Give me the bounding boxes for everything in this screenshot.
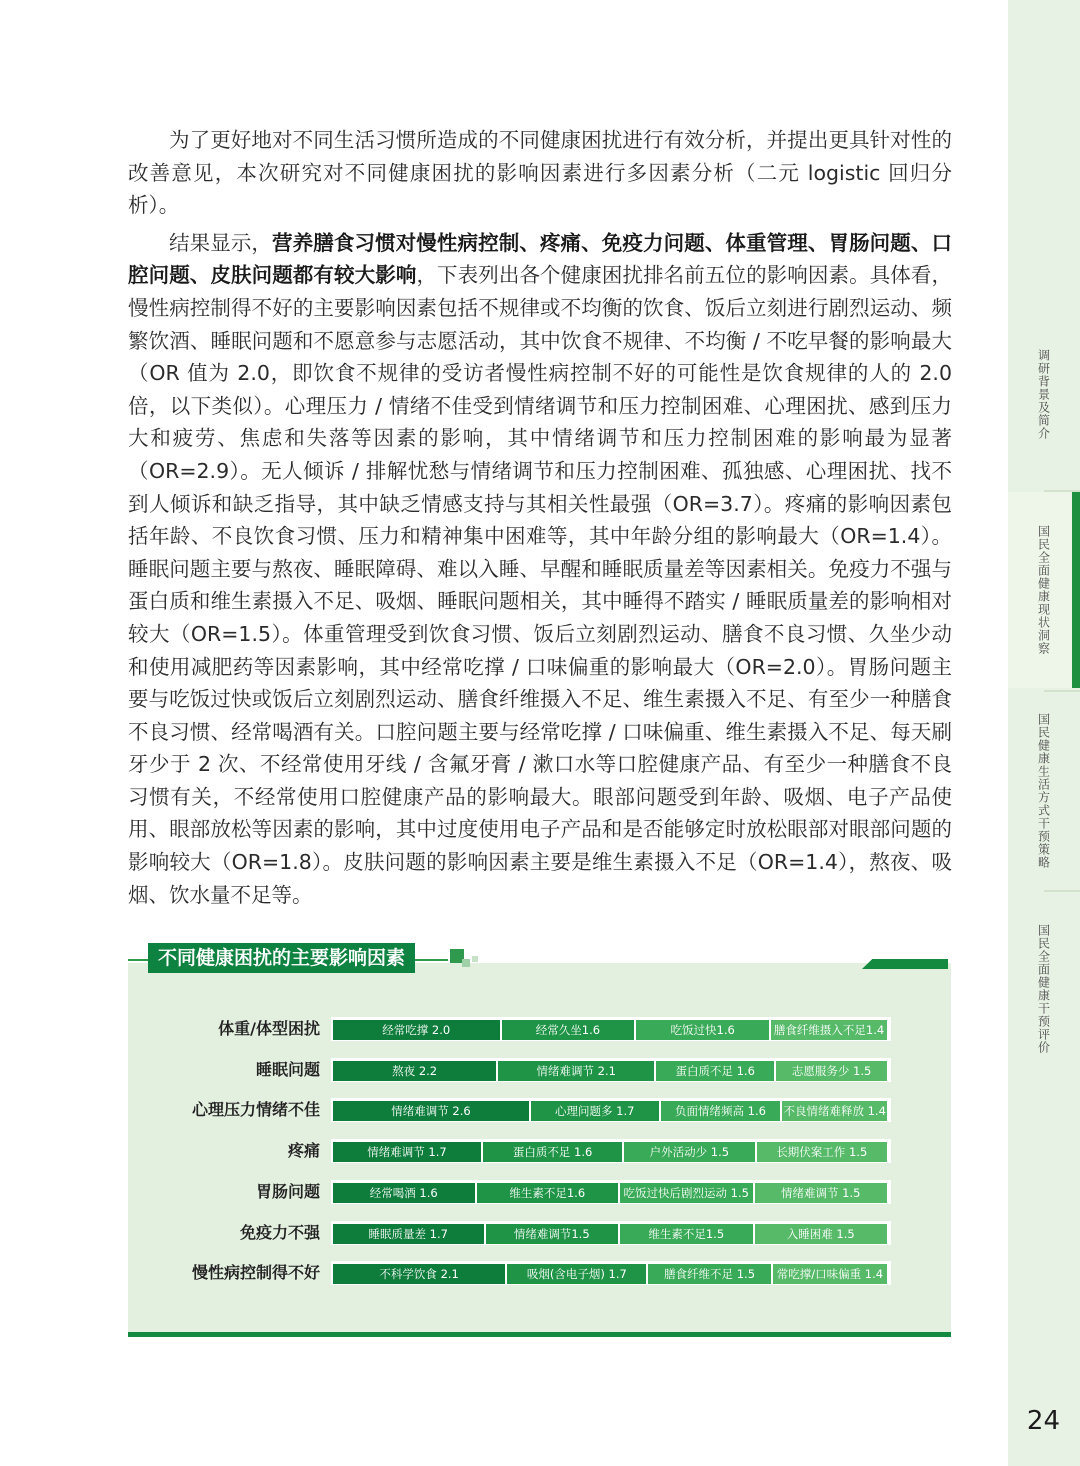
sidebar-tab-intervention-strategy[interactable] — [1008, 696, 1080, 886]
chart-bar-segment: 经常久坐1.6 — [502, 1020, 635, 1040]
chart-bar-segment: 睡眠质量差 1.7 — [333, 1224, 484, 1244]
chart-bar-segment: 情绪难调节 1.7 — [333, 1142, 481, 1162]
sidebar-tab-label: 国民全面健康现状洞察 — [1036, 525, 1051, 655]
results-detail: ，下表列出各个健康困扰排名前五位的影响因素。具体看，慢性病控制得不好的主要影响因素包括不规律或不均衡的饮食、饭后立刻进行剧烈运动、频繁饮酒、睡眠问题和不愿意参与志愿活动，其中饮食不规律、不均衡 / 不吃早餐的影响最大（OR 值为 2.0，即饮食不规律的受访者慢性病控制不好的可能性是饮食规律的人的 2.0 倍，以下类似）。心理压力 / 情绪不佳受到情绪调节和压力控制困难、心理困扰、感到压力大和疲劳、焦虑和失落等因素的影响，其中情绪调节和压力控制困难的影响最为显著（OR=2.9）。无人倾诉 / 排解忧愁与情绪调节和压力控制困难、孤独感、心理困扰、找不到人倾诉和缺乏指导，其中缺乏情感支持与其相关性最强（OR=3.7）。疼痛的影响因素包括年龄、不良饮食习惯、压力和精神集中困难等，其中年龄分组的影响最大（OR=1.4）。睡眠问题主要与熬夜、睡眠障碍、难以入睡、早醒和睡眠质量差等因素相关。免疫力不强与蛋白质和维生素摄入不足、吸烟、睡眠问题相关，其中睡得不踏实 / 睡眠质量差的影响相对较大（OR=1.5）。体重管理受到饮食习惯、饭后立刻剧烈运动、膳食不良习惯、久坐少动和使用减肥药等因素影响，其中经常吃撑 / 口味偏重的影响最大（OR=2.0）。胃肠问题主要与吃饭过快或饭后立刻剧烈运动、膳食纤维摄入不足、维生素摄入不足、有至少一种膳食不良习惯、经常喝酒有关。口腔问题主要与经常吃撑 / 口味偏重、维生素摄入不足、每天刷牙少于 2 次、不经常使用牙线 / 含氟牙膏 / 漱口水等口腔健康产品、有至少一种膳食不良习惯有关，不经常使用口腔健康产品的影响最大。眼部问题受到年龄、吸烟、电子产品使用、眼部放松等因素的影响，其中过度使用电子产品和是否能够定时放松眼部对眼部问题的影响较大（OR=1.8）。皮肤问题的影响因素主要是维生素摄入不足（OR=1.4），熬夜、吸烟、饮水量不足等。 — [128, 263, 953, 907]
chart-bar-segment: 蛋白质不足 1.6 — [656, 1061, 774, 1081]
chapter-sidebar — [1008, 0, 1080, 1466]
chart-bar-segment: 蛋白质不足 1.6 — [483, 1142, 622, 1162]
chart-bar-segment: 心理问题多 1.7 — [531, 1101, 659, 1121]
chart-bar-segment: 情绪难调节 2.6 — [333, 1101, 529, 1121]
decor-square — [462, 959, 470, 967]
chart-bar-segment: 吃饭过快后剧烈运动 1.5 — [620, 1183, 753, 1203]
chart-bar-segment: 吃饭过快1.6 — [636, 1020, 769, 1040]
chart-bar-segment: 志愿服务少 1.5 — [776, 1061, 887, 1081]
chart-bar-segment: 膳食纤维不足 1.5 — [648, 1264, 771, 1284]
sidebar-tab-evaluation[interactable] — [1008, 894, 1080, 1084]
chart-bar-segment: 经常喝酒 1.6 — [333, 1183, 475, 1203]
chart-row — [128, 1179, 951, 1205]
chart-row-label: 疼痛 — [287, 1141, 320, 1160]
chart-row-label: 免疫力不强 — [239, 1223, 320, 1242]
sidebar-divider — [1044, 690, 1080, 692]
chart-bar-segment: 负面情绪频高 1.6 — [661, 1101, 781, 1121]
chart-bar-segment: 熬夜 2.2 — [333, 1061, 496, 1081]
active-tab-indicator — [1072, 492, 1080, 688]
chart-bar-segment: 户外活动少 1.5 — [624, 1142, 754, 1162]
chart-bar-segment: 长期伏案工作 1.5 — [757, 1142, 887, 1162]
chart-row-label: 体重/体型困扰 — [218, 1019, 320, 1038]
results-lead: 结果显示， — [169, 230, 273, 255]
chart-row-label: 心理压力情绪不佳 — [191, 1100, 320, 1119]
chart-bar-segment: 吸烟(含电子烟) 1.7 — [507, 1264, 646, 1284]
chart-row — [128, 1138, 951, 1164]
sidebar-divider — [1044, 890, 1080, 892]
chart-bar-segment: 不良情绪难释放 1.4 — [782, 1101, 887, 1121]
chart-bar-segment: 膳食纤维摄入不足1.4 — [771, 1020, 887, 1040]
chart-bar-segment: 经常吃撑 2.0 — [333, 1020, 500, 1040]
paragraph-intro: 为了更好地对不同生活习惯所造成的不同健康困扰进行有效分析，并提出更具针对性的改善意见，本次研究对不同健康困扰的影响因素进行多因素分析（二元 logistic 回归分析）。 — [128, 128, 952, 218]
chart-title: 不同健康困扰的主要影响因素 — [148, 943, 415, 973]
sidebar-tab-label: 国民全面健康干预评价 — [1036, 924, 1051, 1054]
chart-row — [128, 1057, 951, 1083]
chart-bar-segment: 情绪难调节 2.1 — [498, 1061, 654, 1081]
chart-bar-segment: 情绪难调节 1.5 — [755, 1183, 888, 1203]
results-highlight: 营养膳食习惯对慢性病控制、疼痛、免疫力问题、体重管理、胃肠问题、口腔问题、皮肤问题都有较大影响 — [128, 230, 953, 288]
chart-bottom-rule — [128, 1332, 951, 1337]
chart-bar-segment: 维生素不足1.5 — [620, 1224, 753, 1244]
chart-row — [128, 1016, 951, 1042]
sidebar-tab-background[interactable] — [1008, 296, 1080, 492]
chart-bar-segment: 入睡困难 1.5 — [755, 1224, 888, 1244]
chart-bar-segment: 情绪难调节1.5 — [486, 1224, 619, 1244]
chart-row — [128, 1097, 951, 1123]
sidebar-tab-label: 国民健康生活方式干预策略 — [1036, 713, 1051, 869]
decor-square — [472, 956, 478, 962]
sidebar-tab-health-insight[interactable] — [1008, 492, 1080, 688]
chart-bar-segment: 不科学饮食 2.1 — [333, 1264, 505, 1284]
paragraph-results — [128, 227, 952, 911]
chart-row — [128, 1260, 951, 1286]
chart-row — [128, 1220, 951, 1246]
chart-row-label: 胃肠问题 — [255, 1182, 320, 1201]
chart-row-label: 睡眠问题 — [255, 1060, 320, 1079]
chart-row-label: 慢性病控制得不好 — [191, 1263, 320, 1282]
sidebar-tab-label: 调研背景及简介 — [1036, 348, 1051, 440]
page-number: 24 — [1026, 1406, 1060, 1436]
chart-bar-segment: 维生素不足1.6 — [477, 1183, 619, 1203]
chart-corner-accent — [862, 959, 948, 969]
article-body — [128, 124, 952, 916]
chart-bar-segment: 常吃撑/口味偏重 1.4 — [773, 1264, 887, 1284]
